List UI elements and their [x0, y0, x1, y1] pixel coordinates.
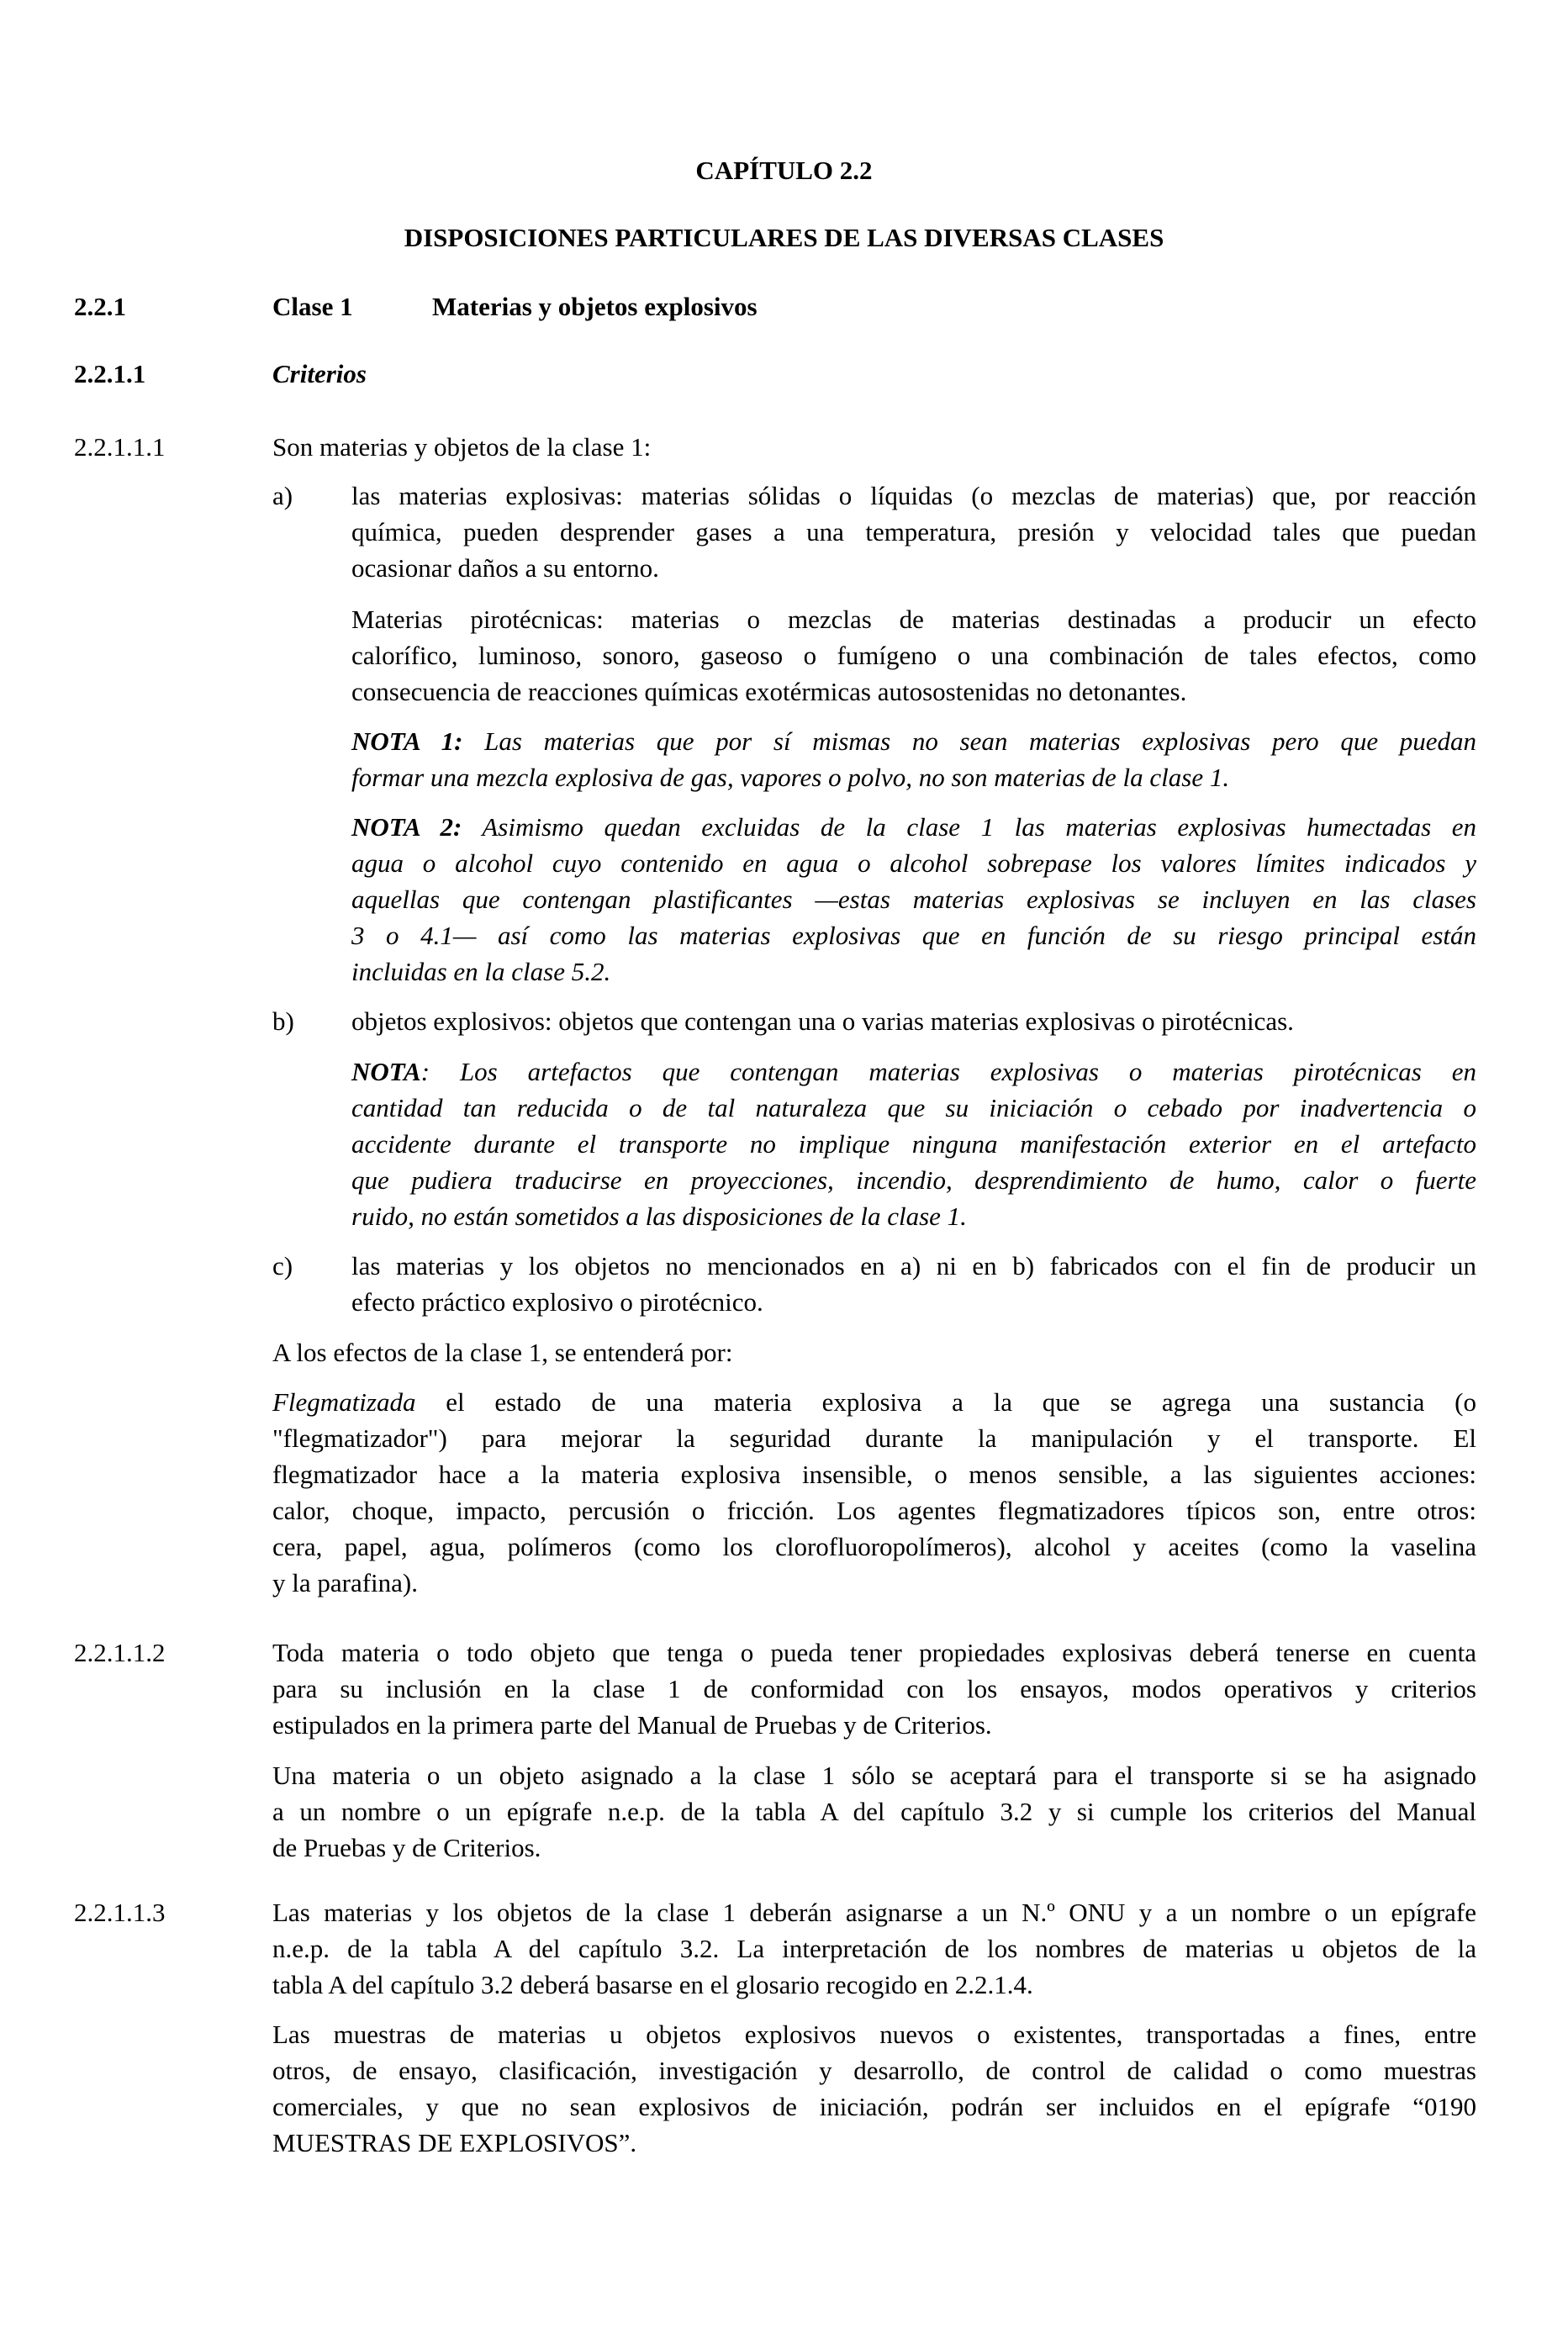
- phlegmatized-term: Flegmatizada: [272, 1387, 416, 1417]
- chapter-subtitle: DISPOSICIONES PARTICULARES DE LAS DIVERSAS CLASES: [404, 223, 1164, 252]
- note-1: NOTA 1: Las materias que por sí mismas no sean materias explosivas pero que puedan formar una mezcla explosiva de gas, vapores o polvo, no son materias de la clase 1.: [351, 726, 1476, 792]
- definitions-intro: A los efectos de la clase 1, se entenderá por:: [272, 1338, 733, 1367]
- subsection-number: 2.2.1.1: [74, 359, 146, 388]
- paragraph-number-2-2-1-1-1: 2.2.1.1.1: [74, 432, 166, 462]
- note-1-label: NOTA 1:: [351, 726, 463, 756]
- note-b-label: NOTA: [351, 1057, 421, 1086]
- paragraph-number-2-2-1-1-2: 2.2.1.1.2: [74, 1638, 166, 1667]
- paragraph-2-2-1-1-3-part-1: Las materias y los objetos de la clase 1 deberán asignarse a un N.º ONU y a un nombre o un epígrafe n.e.p. de la tabla A del capítulo 3.2. La interpretación de los nombres de materias u objetos de la tabla A del capítulo 3.2 deberá basarse en el glosario recogido en 2.2.1.4.: [272, 1898, 1476, 1999]
- section-number: 2.2.1: [74, 292, 126, 321]
- paragraph-number-2-2-1-1-3: 2.2.1.1.3: [74, 1898, 166, 1927]
- section-class-label: Clase 1: [272, 292, 353, 321]
- item-b-text: objetos explosivos: objetos que contengan una o varias materias explosivas o pirotécnicas.: [351, 1006, 1294, 1036]
- note-2-label: NOTA 2:: [351, 812, 462, 842]
- section-title: Materias y objetos explosivos: [432, 292, 758, 321]
- item-c-marker: c): [272, 1251, 293, 1281]
- note-b: NOTA: Los artefactos que contengan materias explosivas o materias pirotécnicas en cantidad tan reducida o de tal naturaleza que su iniciación o cebado por inadvertencia o accidente durante el transporte no implique ninguna manifestación exterior en el artefacto que pudiera traducirse en proyecciones, incendio, desprendimiento de humo, calor o fuerte ruido, no están sometidos a las disposiciones de la clase 1.: [351, 1057, 1476, 1231]
- paragraph-2-2-1-1-3-part-2: Las muestras de materias u objetos explosivos nuevos o existentes, transportadas a fines, entre otros, de ensayo, clasificación, investigación y desarrollo, de control de calidad o como muestras comerciales, y que no sean explosivos de iniciación, podrán ser incluidos en el epígrafe “0190 MUESTRAS DE EXPLOSIVOS”.: [272, 2020, 1476, 2157]
- note-2: NOTA 2: Asimismo quedan excluidas de la clase 1 las materias explosivas humectadas en agua o alcohol cuyo contenido en agua o alcohol sobrepase los valores límites indicados y aquellas que contengan plastificantes —estas materias explosivas se incluyen en las clases 3 o 4.1— así como las materias explosivas que en función de su riesgo principal están incluidas en la clase 5.2.: [351, 812, 1476, 986]
- paragraph-intro: Son materias y objetos de la clase 1:: [272, 432, 652, 462]
- subsection-title: Criterios: [272, 359, 367, 388]
- phlegmatized-definition: Flegmatizada el estado de una materia explosiva a la que se agrega una sustancia (o "flegmatizador") para mejorar la seguridad durante la manipulación y el transporte. El flegmatizador hace a la materia explosiva insensible, o menos sensible, a las siguientes acciones: calor, choque, impacto, percusión o fricción. Los agentes flegmatizadores típicos son, entre otros: cera, papel, agua, polímeros (como los clorofluoropolímeros), alcohol y aceites (como la vaselina y la parafina).: [272, 1387, 1476, 1597]
- paragraph-2-2-1-1-2-part-2: Una materia o un objeto asignado a la clase 1 sólo se aceptará para el transporte si se ha asignado a un nombre o un epígrafe n.e.p. de la tabla A del capítulo 3.2 y si cumple los criterios del Manual de Pruebas y de Criterios.: [272, 1761, 1476, 1862]
- item-c-text: las materias y los objetos no mencionados en a) ni en b) fabricados con el fin de producir un efecto práctico explosivo o pirotécnico.: [351, 1251, 1476, 1317]
- chapter-title: CAPÍTULO 2.2: [695, 156, 873, 185]
- item-a-text: las materias explosivas: materias sólidas o líquidas (o mezclas de materias) que, por reacción química, pueden desprender gases a una temperatura, presión y velocidad tales que puedan ocasionar daños a su entorno.: [351, 481, 1476, 583]
- paragraph-2-2-1-1-2-part-1: Toda materia o todo objeto que tenga o pueda tener propiedades explosivas deberá tenerse en cuenta para su inclusión en la clase 1 de conformidad con los ensayos, modos operativos y criterios estipulados en la primera parte del Manual de Pruebas y de Criterios.: [272, 1638, 1476, 1740]
- pyrotechnic-paragraph: Materias pirotécnicas: materias o mezclas de materias destinadas a producir un efecto calorífico, luminoso, sonoro, gaseoso o fumígeno o una combinación de tales efectos, como consecuencia de reacciones químicas exotérmicas autosostenidas no detonantes.: [351, 605, 1476, 706]
- item-a-marker: a): [272, 481, 293, 510]
- item-b-marker: b): [272, 1006, 294, 1036]
